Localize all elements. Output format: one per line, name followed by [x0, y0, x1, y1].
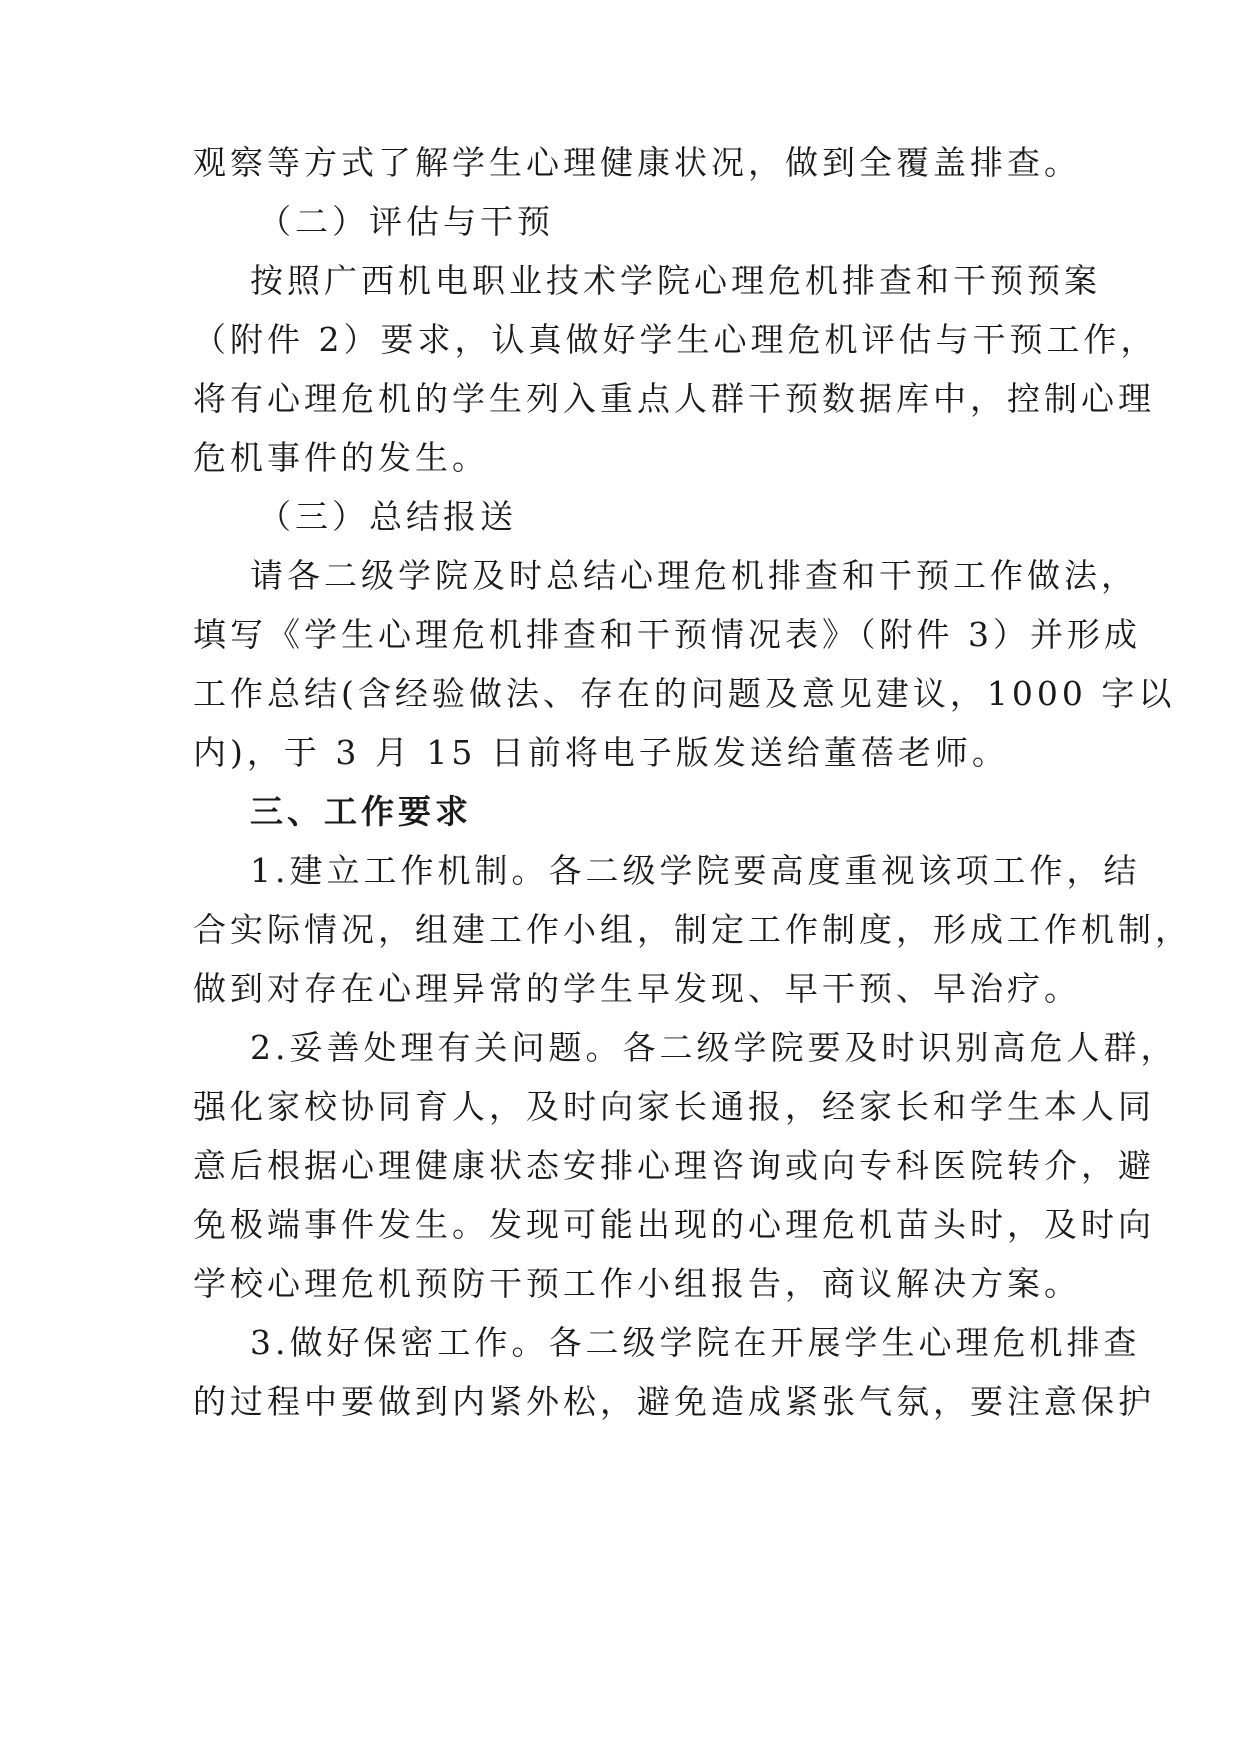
text-line: 强化家校协同育人，及时向家长通报，经家长和学生本人同	[193, 1087, 1155, 1126]
text-line: （附件 2）要求，认真做好学生心理危机评估与干预工作，	[193, 320, 1158, 359]
section-heading: 三、工作要求	[250, 792, 472, 831]
text-line: 将有心理危机的学生列入重点人群干预数据库中，控制心理	[193, 379, 1155, 418]
paragraph-first-line: 1.建立工作机制。各二级学院要高度重视该项工作，结	[250, 851, 1141, 890]
text-line: 观察等方式了解学生心理健康状况，做到全覆盖排查。	[193, 143, 1081, 182]
paragraph-first-line: 3.做好保密工作。各二级学院在开展学生心理危机排查	[250, 1323, 1141, 1362]
text-line: 学校心理危机预防干预工作小组报告，商议解决方案。	[193, 1264, 1081, 1303]
paragraph-first-line: 请各二级学院及时总结心理危机排查和干预工作做法，	[250, 556, 1138, 595]
text-line: 意后根据心理健康状态安排心理咨询或向专科医院转介，避	[193, 1146, 1155, 1185]
text-line: 内)，于 3 月 15 日前将电子版发送给董蓓老师。	[193, 733, 1009, 772]
text-line: 填写《学生心理危机排查和干预情况表》（附件 3）并形成	[193, 615, 1141, 654]
text-line: 工作总结(含经验做法、存在的问题及意见建议，1000 字以	[193, 674, 1176, 713]
text-line: 的过程中要做到内紧外松，避免造成紧张气氛，要注意保护	[193, 1382, 1155, 1421]
subsection-heading: （三）总结报送	[258, 497, 517, 536]
text-line: 合实际情况，组建工作小组，制定工作制度，形成工作机制，	[193, 910, 1192, 949]
text-line: 危机事件的发生。	[193, 438, 489, 477]
paragraph-first-line: 2.妥善处理有关问题。各二级学院要及时识别高危人群，	[250, 1028, 1178, 1067]
text-line: 免极端事件发生。发现可能出现的心理危机苗头时，及时向	[193, 1205, 1155, 1244]
paragraph-first-line: 按照广西机电职业技术学院心理危机排查和干预预案	[250, 261, 1101, 300]
subsection-heading: （二）评估与干预	[258, 202, 554, 241]
text-line: 做到对存在心理异常的学生早发现、早干预、早治疗。	[193, 969, 1081, 1008]
